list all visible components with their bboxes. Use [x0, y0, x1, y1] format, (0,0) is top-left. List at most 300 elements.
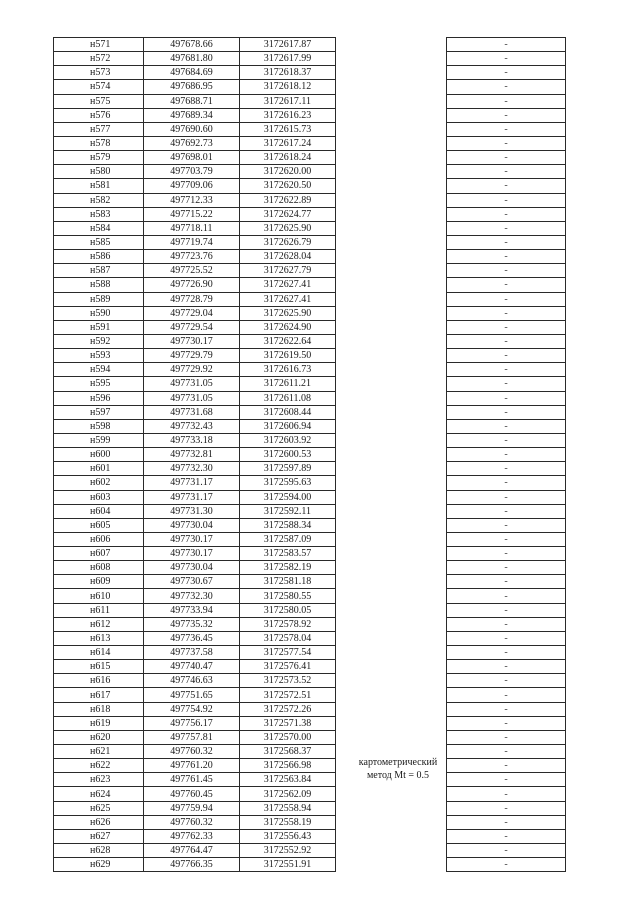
- x-coordinate-cell: 497760.32: [144, 815, 240, 829]
- point-cell: н591: [54, 320, 144, 334]
- accuracy-mark-cell: -: [447, 532, 566, 546]
- point-cell: н595: [54, 377, 144, 391]
- x-coordinate-cell: 497690.60: [144, 122, 240, 136]
- accuracy-mark-cell: -: [447, 702, 566, 716]
- x-coordinate-cell: 497703.79: [144, 165, 240, 179]
- accuracy-mark-cell: -: [447, 377, 566, 391]
- accuracy-mark-cell: -: [447, 490, 566, 504]
- point-cell: н611: [54, 603, 144, 617]
- method-cell: [336, 377, 447, 391]
- point-cell: н594: [54, 363, 144, 377]
- accuracy-mark-cell: -: [447, 504, 566, 518]
- x-coordinate-cell: 497754.92: [144, 702, 240, 716]
- y-coordinate-cell: 3172608.44: [240, 405, 336, 419]
- table-row: [54, 815, 566, 829]
- method-cell: [336, 320, 447, 334]
- x-coordinate-cell: 497692.73: [144, 136, 240, 150]
- method-cell: [336, 221, 447, 235]
- x-coordinate-cell: 497729.92: [144, 363, 240, 377]
- accuracy-mark-cell: -: [447, 773, 566, 787]
- x-coordinate-cell: 497709.06: [144, 179, 240, 193]
- method-cell: [336, 52, 447, 66]
- point-cell: н598: [54, 419, 144, 433]
- x-coordinate-cell: 497746.63: [144, 674, 240, 688]
- accuracy-mark-cell: -: [447, 165, 566, 179]
- point-cell: н581: [54, 179, 144, 193]
- y-coordinate-cell: 3172616.23: [240, 108, 336, 122]
- method-cell: [336, 716, 447, 730]
- table-row: [54, 631, 566, 645]
- y-coordinate-cell: 3172580.05: [240, 603, 336, 617]
- y-coordinate-cell: 3172615.73: [240, 122, 336, 136]
- method-cell: [336, 151, 447, 165]
- table-row: [54, 518, 566, 532]
- method-cell: [336, 730, 447, 744]
- method-cell: [336, 801, 447, 815]
- table-row: [54, 589, 566, 603]
- point-cell: н607: [54, 547, 144, 561]
- point-cell: н575: [54, 94, 144, 108]
- table-row: [54, 66, 566, 80]
- x-coordinate-cell: 497715.22: [144, 207, 240, 221]
- method-cell: [336, 617, 447, 631]
- y-coordinate-cell: 3172576.41: [240, 660, 336, 674]
- accuracy-mark-cell: -: [447, 815, 566, 829]
- point-cell: н593: [54, 349, 144, 363]
- y-coordinate-cell: 3172627.41: [240, 278, 336, 292]
- point-cell: н622: [54, 759, 144, 773]
- table-row: [54, 688, 566, 702]
- table-row: [54, 787, 566, 801]
- accuracy-mark-cell: -: [447, 462, 566, 476]
- y-coordinate-cell: 3172618.37: [240, 66, 336, 80]
- x-coordinate-cell: 497731.30: [144, 504, 240, 518]
- table-row: [54, 207, 566, 221]
- x-coordinate-cell: 497732.30: [144, 589, 240, 603]
- accuracy-mark-cell: -: [447, 94, 566, 108]
- method-cell: [336, 391, 447, 405]
- y-coordinate-cell: 3172617.24: [240, 136, 336, 150]
- method-cell: [336, 631, 447, 645]
- method-cell: [336, 334, 447, 348]
- table-row: [54, 278, 566, 292]
- table-row: [54, 660, 566, 674]
- accuracy-mark-cell: -: [447, 136, 566, 150]
- table-row: [54, 547, 566, 561]
- accuracy-mark-cell: -: [447, 419, 566, 433]
- coordinates-table: [53, 37, 566, 872]
- accuracy-mark-cell: -: [447, 235, 566, 249]
- x-coordinate-cell: 497731.05: [144, 377, 240, 391]
- accuracy-mark-cell: -: [447, 108, 566, 122]
- point-cell: н624: [54, 787, 144, 801]
- point-cell: н615: [54, 660, 144, 674]
- accuracy-mark-cell: -: [447, 405, 566, 419]
- method-cell: [336, 561, 447, 575]
- y-coordinate-cell: 3172597.89: [240, 462, 336, 476]
- accuracy-mark-cell: -: [447, 363, 566, 377]
- table-row: [54, 730, 566, 744]
- x-coordinate-cell: 497681.80: [144, 52, 240, 66]
- y-coordinate-cell: 3172620.00: [240, 165, 336, 179]
- accuracy-mark-cell: -: [447, 518, 566, 532]
- x-coordinate-cell: 497761.20: [144, 759, 240, 773]
- y-coordinate-cell: 3172581.18: [240, 575, 336, 589]
- method-cell: [336, 688, 447, 702]
- y-coordinate-cell: 3172618.12: [240, 80, 336, 94]
- x-coordinate-cell: 497762.33: [144, 829, 240, 843]
- table-row: [54, 773, 566, 787]
- point-cell: н579: [54, 151, 144, 165]
- table-row: [54, 759, 566, 773]
- method-cell: [336, 292, 447, 306]
- x-coordinate-cell: 497718.11: [144, 221, 240, 235]
- x-coordinate-cell: 497732.43: [144, 419, 240, 433]
- y-coordinate-cell: 3172625.90: [240, 306, 336, 320]
- table-row: [54, 52, 566, 66]
- method-cell: [336, 193, 447, 207]
- accuracy-mark-cell: -: [447, 858, 566, 872]
- table-row: [54, 603, 566, 617]
- point-cell: н576: [54, 108, 144, 122]
- y-coordinate-cell: 3172563.84: [240, 773, 336, 787]
- point-cell: н599: [54, 433, 144, 447]
- y-coordinate-cell: 3172600.53: [240, 448, 336, 462]
- method-cell: [336, 702, 447, 716]
- point-cell: н589: [54, 292, 144, 306]
- point-cell: н571: [54, 38, 144, 52]
- method-cell: [336, 815, 447, 829]
- y-coordinate-cell: 3172624.77: [240, 207, 336, 221]
- accuracy-mark-cell: -: [447, 193, 566, 207]
- y-coordinate-cell: 3172588.34: [240, 518, 336, 532]
- x-coordinate-cell: 497760.45: [144, 787, 240, 801]
- accuracy-mark-cell: -: [447, 320, 566, 334]
- table-row: [54, 433, 566, 447]
- x-coordinate-cell: 497678.66: [144, 38, 240, 52]
- method-cell: [336, 646, 447, 660]
- method-cell: [336, 448, 447, 462]
- table-row: [54, 349, 566, 363]
- accuracy-mark-cell: -: [447, 759, 566, 773]
- accuracy-mark-cell: -: [447, 264, 566, 278]
- accuracy-mark-cell: -: [447, 66, 566, 80]
- y-coordinate-cell: 3172570.00: [240, 730, 336, 744]
- accuracy-mark-cell: -: [447, 631, 566, 645]
- accuracy-mark-cell: -: [447, 660, 566, 674]
- table-row: [54, 476, 566, 490]
- point-cell: н608: [54, 561, 144, 575]
- y-coordinate-cell: 3172626.79: [240, 235, 336, 249]
- x-coordinate-cell: 497759.94: [144, 801, 240, 815]
- x-coordinate-cell: 497730.17: [144, 547, 240, 561]
- x-coordinate-cell: 497684.69: [144, 66, 240, 80]
- y-coordinate-cell: 3172572.26: [240, 702, 336, 716]
- x-coordinate-cell: 497729.04: [144, 306, 240, 320]
- x-coordinate-cell: 497733.18: [144, 433, 240, 447]
- table-row: [54, 702, 566, 716]
- method-cell: [336, 122, 447, 136]
- accuracy-mark-cell: -: [447, 787, 566, 801]
- y-coordinate-cell: 3172583.57: [240, 547, 336, 561]
- x-coordinate-cell: 497733.94: [144, 603, 240, 617]
- method-cell: [336, 660, 447, 674]
- y-coordinate-cell: 3172558.94: [240, 801, 336, 815]
- y-coordinate-cell: 3172552.92: [240, 844, 336, 858]
- point-cell: н610: [54, 589, 144, 603]
- y-coordinate-cell: 3172568.37: [240, 745, 336, 759]
- accuracy-mark-cell: -: [447, 306, 566, 320]
- y-coordinate-cell: 3172622.64: [240, 334, 336, 348]
- table-row: [54, 504, 566, 518]
- method-cell: [336, 603, 447, 617]
- coordinates-table-body: [54, 38, 566, 872]
- y-coordinate-cell: 3172603.92: [240, 433, 336, 447]
- method-cell: [336, 405, 447, 419]
- point-cell: н625: [54, 801, 144, 815]
- table-row: [54, 221, 566, 235]
- method-cell: [336, 264, 447, 278]
- y-coordinate-cell: 3172616.73: [240, 363, 336, 377]
- method-cell: [336, 136, 447, 150]
- y-coordinate-cell: 3172619.50: [240, 349, 336, 363]
- y-coordinate-cell: 3172628.04: [240, 250, 336, 264]
- point-cell: н619: [54, 716, 144, 730]
- table-row: [54, 250, 566, 264]
- x-coordinate-cell: 497732.30: [144, 462, 240, 476]
- table-row: [54, 801, 566, 815]
- accuracy-mark-cell: -: [447, 844, 566, 858]
- accuracy-mark-cell: -: [447, 292, 566, 306]
- y-coordinate-cell: 3172606.94: [240, 419, 336, 433]
- table-row: [54, 405, 566, 419]
- point-cell: н618: [54, 702, 144, 716]
- y-coordinate-cell: 3172556.43: [240, 829, 336, 843]
- accuracy-mark-cell: -: [447, 801, 566, 815]
- accuracy-mark-cell: -: [447, 730, 566, 744]
- x-coordinate-cell: 497766.35: [144, 858, 240, 872]
- table-row: [54, 532, 566, 546]
- y-coordinate-cell: 3172594.00: [240, 490, 336, 504]
- table-row: [54, 363, 566, 377]
- x-coordinate-cell: 497688.71: [144, 94, 240, 108]
- y-coordinate-cell: 3172582.19: [240, 561, 336, 575]
- accuracy-mark-cell: -: [447, 179, 566, 193]
- method-cell: [336, 674, 447, 688]
- point-cell: н597: [54, 405, 144, 419]
- x-coordinate-cell: 497698.01: [144, 151, 240, 165]
- x-coordinate-cell: 497726.90: [144, 278, 240, 292]
- table-row: [54, 165, 566, 179]
- point-cell: н612: [54, 617, 144, 631]
- method-cell: [336, 829, 447, 843]
- accuracy-mark-cell: -: [447, 207, 566, 221]
- accuracy-mark-cell: -: [447, 349, 566, 363]
- accuracy-mark-cell: -: [447, 745, 566, 759]
- table-row: [54, 151, 566, 165]
- y-coordinate-cell: 3172617.87: [240, 38, 336, 52]
- x-coordinate-cell: 497735.32: [144, 617, 240, 631]
- point-cell: н588: [54, 278, 144, 292]
- method-cell: [336, 179, 447, 193]
- table-row: [54, 193, 566, 207]
- accuracy-mark-cell: -: [447, 589, 566, 603]
- point-cell: н583: [54, 207, 144, 221]
- table-row: [54, 264, 566, 278]
- point-cell: н586: [54, 250, 144, 264]
- table-row: [54, 419, 566, 433]
- method-cell: [336, 66, 447, 80]
- table-row: [54, 108, 566, 122]
- method-cell: [336, 94, 447, 108]
- table-row: [54, 829, 566, 843]
- accuracy-mark-cell: -: [447, 334, 566, 348]
- y-coordinate-cell: 3172578.92: [240, 617, 336, 631]
- x-coordinate-cell: 497730.17: [144, 334, 240, 348]
- accuracy-mark-cell: -: [447, 278, 566, 292]
- table-row: [54, 235, 566, 249]
- y-coordinate-cell: 3172611.21: [240, 377, 336, 391]
- accuracy-mark-cell: -: [447, 575, 566, 589]
- y-coordinate-cell: 3172627.41: [240, 292, 336, 306]
- accuracy-mark-cell: -: [447, 38, 566, 52]
- accuracy-mark-cell: -: [447, 250, 566, 264]
- accuracy-mark-cell: -: [447, 617, 566, 631]
- x-coordinate-cell: 497730.04: [144, 518, 240, 532]
- method-cell: [336, 787, 447, 801]
- method-cell: [336, 532, 447, 546]
- x-coordinate-cell: 497737.58: [144, 646, 240, 660]
- x-coordinate-cell: 497729.79: [144, 349, 240, 363]
- x-coordinate-cell: 497761.45: [144, 773, 240, 787]
- table-row: [54, 136, 566, 150]
- accuracy-mark-cell: -: [447, 688, 566, 702]
- point-cell: н613: [54, 631, 144, 645]
- method-note-line2: метод Mt = 0.5: [366, 770, 430, 781]
- table-row: [54, 674, 566, 688]
- point-cell: н584: [54, 221, 144, 235]
- y-coordinate-cell: 3172625.90: [240, 221, 336, 235]
- table-row: [54, 575, 566, 589]
- x-coordinate-cell: 497756.17: [144, 716, 240, 730]
- accuracy-mark-cell: -: [447, 716, 566, 730]
- accuracy-mark-cell: -: [447, 603, 566, 617]
- x-coordinate-cell: 497712.33: [144, 193, 240, 207]
- x-coordinate-cell: 497725.52: [144, 264, 240, 278]
- table-row: [54, 306, 566, 320]
- y-coordinate-cell: 3172558.19: [240, 815, 336, 829]
- method-cell: [336, 250, 447, 264]
- x-coordinate-cell: 497732.81: [144, 448, 240, 462]
- point-cell: н627: [54, 829, 144, 843]
- point-cell: н578: [54, 136, 144, 150]
- point-cell: н605: [54, 518, 144, 532]
- table-row: [54, 377, 566, 391]
- x-coordinate-cell: 497729.54: [144, 320, 240, 334]
- x-coordinate-cell: 497757.81: [144, 730, 240, 744]
- method-note-line1: картометрический: [358, 757, 438, 768]
- table-row: [54, 844, 566, 858]
- accuracy-mark-cell: -: [447, 80, 566, 94]
- point-cell: н606: [54, 532, 144, 546]
- accuracy-mark-cell: -: [447, 221, 566, 235]
- method-cell: [336, 278, 447, 292]
- accuracy-mark-cell: -: [447, 151, 566, 165]
- accuracy-mark-cell: -: [447, 561, 566, 575]
- x-coordinate-cell: 497689.34: [144, 108, 240, 122]
- x-coordinate-cell: 497760.32: [144, 745, 240, 759]
- point-cell: н628: [54, 844, 144, 858]
- table-row: [54, 858, 566, 872]
- method-cell: [336, 235, 447, 249]
- x-coordinate-cell: 497728.79: [144, 292, 240, 306]
- table-row: [54, 38, 566, 52]
- point-cell: н585: [54, 235, 144, 249]
- x-coordinate-cell: 497740.47: [144, 660, 240, 674]
- y-coordinate-cell: 3172571.38: [240, 716, 336, 730]
- accuracy-mark-cell: -: [447, 391, 566, 405]
- point-cell: н629: [54, 858, 144, 872]
- point-cell: н603: [54, 490, 144, 504]
- point-cell: н614: [54, 646, 144, 660]
- table-row: [54, 646, 566, 660]
- table-row: [54, 80, 566, 94]
- y-coordinate-cell: 3172587.09: [240, 532, 336, 546]
- table-row: [54, 292, 566, 306]
- y-coordinate-cell: 3172580.55: [240, 589, 336, 603]
- point-cell: н582: [54, 193, 144, 207]
- y-coordinate-cell: 3172577.54: [240, 646, 336, 660]
- y-coordinate-cell: 3172578.04: [240, 631, 336, 645]
- point-cell: н621: [54, 745, 144, 759]
- point-cell: н601: [54, 462, 144, 476]
- y-coordinate-cell: 3172620.50: [240, 179, 336, 193]
- table-row: [54, 334, 566, 348]
- point-cell: н596: [54, 391, 144, 405]
- point-cell: н574: [54, 80, 144, 94]
- table-row: [54, 716, 566, 730]
- accuracy-mark-cell: -: [447, 829, 566, 843]
- accuracy-mark-cell: -: [447, 122, 566, 136]
- method-cell: [336, 306, 447, 320]
- method-cell: [336, 518, 447, 532]
- method-cell: [336, 858, 447, 872]
- x-coordinate-cell: 497731.05: [144, 391, 240, 405]
- point-cell: н580: [54, 165, 144, 179]
- x-coordinate-cell: 497686.95: [144, 80, 240, 94]
- method-cell: [336, 165, 447, 179]
- x-coordinate-cell: 497731.17: [144, 476, 240, 490]
- point-cell: н602: [54, 476, 144, 490]
- y-coordinate-cell: 3172573.52: [240, 674, 336, 688]
- table-row: [54, 391, 566, 405]
- x-coordinate-cell: 497751.65: [144, 688, 240, 702]
- x-coordinate-cell: 497731.17: [144, 490, 240, 504]
- table-row: [54, 617, 566, 631]
- method-cell: [336, 844, 447, 858]
- method-cell: [336, 504, 447, 518]
- point-cell: н600: [54, 448, 144, 462]
- y-coordinate-cell: 3172622.89: [240, 193, 336, 207]
- accuracy-mark-cell: -: [447, 433, 566, 447]
- method-cell: [336, 575, 447, 589]
- method-cell: [336, 589, 447, 603]
- method-cell: [336, 207, 447, 221]
- method-cell: [336, 363, 447, 377]
- point-cell: н590: [54, 306, 144, 320]
- y-coordinate-cell: 3172572.51: [240, 688, 336, 702]
- accuracy-mark-cell: -: [447, 448, 566, 462]
